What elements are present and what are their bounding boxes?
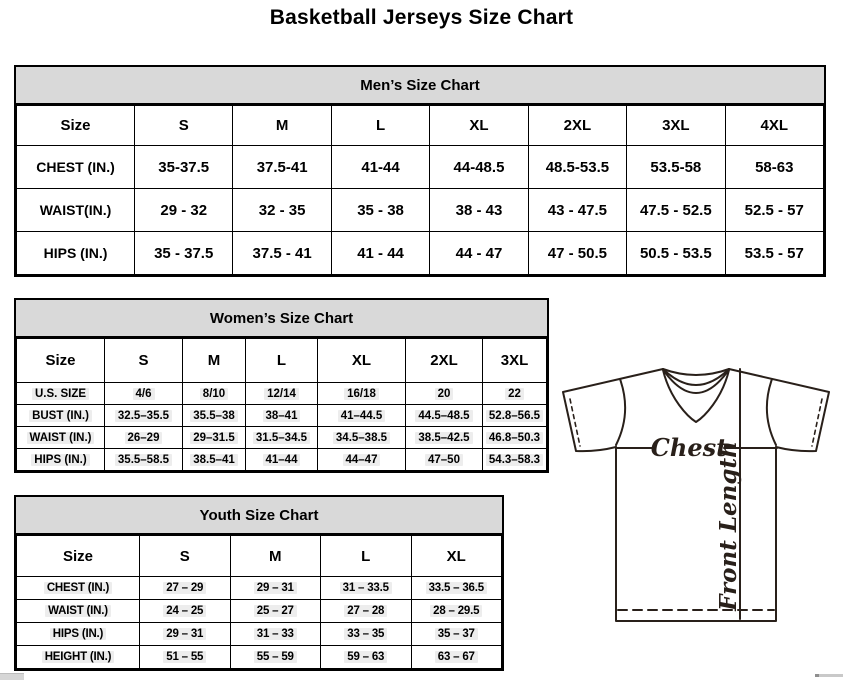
- table-cell: [411, 600, 502, 623]
- table-cell: [321, 623, 412, 646]
- table-row: [17, 577, 502, 600]
- column-header: L: [331, 106, 429, 146]
- cell-value: 41–44.5: [338, 410, 386, 422]
- cell-value: 34.5–38.5: [333, 432, 390, 444]
- jersey-right-armhole-seam: [767, 379, 776, 445]
- cell-value: 44 - 47: [455, 244, 503, 262]
- cell-value: 38 - 43: [455, 201, 503, 219]
- table-cell: [105, 427, 183, 449]
- column-header: 2XL: [406, 339, 483, 383]
- column-header: XL: [411, 536, 502, 577]
- youth-size-table: [16, 535, 502, 669]
- column-header: M: [230, 536, 321, 577]
- row-label: [17, 189, 135, 232]
- table-cell: [406, 405, 483, 427]
- cell-value: 26–29: [125, 432, 163, 444]
- table-cell: [411, 646, 502, 669]
- cell-value: 48.5-53.5: [545, 158, 610, 176]
- jersey-measurement-diagram: [550, 358, 842, 628]
- table-cell: [627, 146, 725, 189]
- column-header: L: [321, 536, 412, 577]
- table-cell: [140, 623, 231, 646]
- table-cell: [183, 405, 246, 427]
- jersey-collar-top: [663, 369, 729, 375]
- cell-value: 35 – 37: [435, 628, 478, 640]
- table-cell: [528, 146, 626, 189]
- table-cell: [528, 189, 626, 232]
- column-header: S: [140, 536, 231, 577]
- table-cell: [140, 646, 231, 669]
- table-row: [17, 232, 824, 275]
- table-cell: [318, 405, 406, 427]
- table-cell: [135, 232, 233, 275]
- row-label-text: WAIST (IN.): [45, 605, 111, 617]
- table-cell: [725, 232, 823, 275]
- table-cell: [140, 577, 231, 600]
- cell-value: 29 – 31: [163, 628, 206, 640]
- table-cell: [430, 189, 528, 232]
- cell-value: 29–31.5: [190, 432, 238, 444]
- cell-value: 37.5 - 41: [252, 244, 312, 262]
- cell-value: 29 – 31: [254, 582, 297, 594]
- row-label: [17, 623, 140, 646]
- table-row: [17, 600, 502, 623]
- cell-value: 12/14: [264, 388, 299, 400]
- table-cell: [105, 405, 183, 427]
- column-header: S: [105, 339, 183, 383]
- womens-size-table: [16, 338, 547, 471]
- cell-value: 35.5–58.5: [115, 454, 172, 466]
- cell-value: 29 - 32: [160, 201, 208, 219]
- table-cell: [406, 383, 483, 405]
- column-header: XL: [430, 106, 528, 146]
- mens-size-chart: [14, 65, 826, 277]
- cell-value: 41-44: [361, 158, 400, 176]
- row-label-text: CHEST (IN.): [36, 159, 115, 175]
- cell-value: 46.8–50.3: [486, 432, 543, 444]
- table-cell: [411, 623, 502, 646]
- cell-value: 27 – 28: [344, 605, 387, 617]
- page-title: Basketball Jerseys Size Chart: [269, 6, 574, 29]
- column-header-row: [17, 536, 502, 577]
- row-label: [17, 232, 135, 275]
- cell-value: 25 – 27: [254, 605, 297, 617]
- column-header: 4XL: [725, 106, 823, 146]
- table-cell: [183, 449, 246, 471]
- row-label-text: HEIGHT (IN.): [42, 651, 115, 663]
- cell-value: 37.5-41: [256, 158, 308, 176]
- cell-value: 22: [505, 388, 524, 400]
- table-cell: [246, 427, 318, 449]
- column-header: Size: [17, 536, 140, 577]
- cell-value: 52.5 - 57: [744, 201, 804, 219]
- cell-value: 58-63: [755, 158, 794, 176]
- table-cell: [230, 646, 321, 669]
- cell-value: 31 – 33.5: [340, 582, 392, 594]
- column-header: XL: [318, 339, 406, 383]
- table-row: [17, 646, 502, 669]
- row-label: [17, 427, 105, 449]
- table-cell: [183, 427, 246, 449]
- column-header-row: [17, 339, 547, 383]
- cell-value: 31.5–34.5: [253, 432, 310, 444]
- column-header-row: [17, 106, 824, 146]
- cell-value: 38–41: [263, 410, 301, 422]
- cell-value: 38.5–41: [190, 454, 238, 466]
- youth-size-chart: [14, 495, 504, 671]
- table-cell: [233, 189, 331, 232]
- cell-value: 41 - 44: [357, 244, 404, 262]
- table-row: [17, 427, 547, 449]
- table-cell: [528, 232, 626, 275]
- row-label-text: HIPS (IN.): [50, 628, 106, 640]
- table-cell: [230, 600, 321, 623]
- table-cell: [105, 449, 183, 471]
- cell-value: 47.5 - 52.5: [639, 201, 712, 219]
- table-row: [17, 383, 547, 405]
- cell-value: 50.5 - 53.5: [639, 244, 712, 262]
- row-label-text: U.S. SIZE: [32, 388, 89, 400]
- row-label: [17, 646, 140, 669]
- table-cell: [331, 232, 429, 275]
- table-cell: [483, 405, 547, 427]
- cell-value: 35-37.5: [158, 158, 210, 176]
- cell-value: 24 – 25: [163, 605, 206, 617]
- jersey-body: [616, 447, 776, 621]
- row-label: [17, 449, 105, 471]
- table-cell: [627, 232, 725, 275]
- row-label-text: HIPS (IN.): [31, 454, 89, 466]
- cell-value: 43 - 47.5: [547, 201, 607, 219]
- row-label-text: CHEST (IN.): [44, 582, 112, 594]
- table-cell: [411, 577, 502, 600]
- table-cell: [318, 427, 406, 449]
- table-cell: [135, 189, 233, 232]
- cell-value: 47 - 50.5: [547, 244, 607, 262]
- table-cell: [331, 146, 429, 189]
- column-header: S: [135, 106, 233, 146]
- row-label-text: BUST (IN.): [29, 410, 92, 422]
- cell-value: 41–44: [263, 454, 301, 466]
- table-cell: [430, 232, 528, 275]
- table-cell: [406, 449, 483, 471]
- cell-value: 54.3–58.3: [486, 454, 543, 466]
- youth-size-chart-title: Youth Size Chart: [16, 497, 502, 535]
- column-header: 3XL: [483, 339, 547, 383]
- womens-size-chart: [14, 298, 549, 473]
- cell-value: 52.8–56.5: [486, 410, 543, 422]
- row-label: [17, 146, 135, 189]
- cell-value: 35 - 37.5: [154, 244, 214, 262]
- table-cell: [233, 232, 331, 275]
- table-cell: [246, 383, 318, 405]
- column-header: Size: [17, 106, 135, 146]
- column-header: Size: [17, 339, 105, 383]
- table-cell: [725, 189, 823, 232]
- mens-size-chart-title: Men’s Size Chart: [16, 67, 824, 105]
- row-label: [17, 600, 140, 623]
- table-row: [17, 405, 547, 427]
- cell-value: 33 – 35: [344, 628, 387, 640]
- table-cell: [483, 449, 547, 471]
- column-header: M: [233, 106, 331, 146]
- cell-value: 35 - 38: [357, 201, 404, 219]
- horizontal-scrollbar-track[interactable]: [815, 674, 843, 677]
- table-row: [17, 623, 502, 646]
- table-row: [17, 449, 547, 471]
- table-cell: [230, 623, 321, 646]
- row-label: [17, 405, 105, 427]
- cell-value: 59 – 63: [344, 651, 387, 663]
- table-cell: [321, 600, 412, 623]
- cell-value: 20: [435, 388, 454, 400]
- jersey-left-cuff-dashes: [570, 399, 580, 446]
- womens-size-chart-title: Women’s Size Chart: [16, 300, 547, 338]
- column-header: M: [183, 339, 246, 383]
- cell-value: 53.5 - 57: [744, 244, 804, 262]
- table-cell: [627, 189, 725, 232]
- jersey-outline: [563, 369, 829, 621]
- cell-value: 63 – 67: [435, 651, 478, 663]
- row-label-text: WAIST (IN.): [27, 432, 95, 444]
- table-row: [17, 189, 824, 232]
- table-cell: [406, 427, 483, 449]
- cell-value: 16/18: [344, 388, 379, 400]
- row-label-text: HIPS (IN.): [43, 245, 108, 261]
- jersey-left-armhole-seam: [616, 379, 625, 445]
- mens-size-table: [16, 105, 824, 275]
- cell-value: 44–47: [343, 454, 381, 466]
- table-cell: [725, 146, 823, 189]
- cell-value: 47–50: [425, 454, 463, 466]
- table-cell: [318, 383, 406, 405]
- column-header: L: [246, 339, 318, 383]
- cell-value: 44.5–48.5: [415, 410, 472, 422]
- cell-value: 44-48.5: [453, 158, 505, 176]
- cell-value: 8/10: [200, 388, 228, 400]
- table-cell: [483, 427, 547, 449]
- cell-value: 27 – 29: [163, 582, 206, 594]
- row-label: [17, 383, 105, 405]
- table-cell: [321, 577, 412, 600]
- table-cell: [331, 189, 429, 232]
- table-cell: [321, 646, 412, 669]
- horizontal-scrollbar-track-cap: [815, 674, 819, 677]
- cell-value: 35.5–38: [190, 410, 238, 422]
- row-label-text: WAIST(IN.): [39, 202, 112, 218]
- table-cell: [246, 405, 318, 427]
- table-row: [17, 146, 824, 189]
- cell-value: 32.5–35.5: [115, 410, 172, 422]
- table-cell: [140, 600, 231, 623]
- table-cell: [135, 146, 233, 189]
- cell-value: 31 – 33: [254, 628, 297, 640]
- cell-value: 4/6: [133, 388, 155, 400]
- cell-value: 32 - 35: [258, 201, 306, 219]
- cell-value: 55 – 59: [254, 651, 297, 663]
- table-cell: [246, 449, 318, 471]
- table-cell: [483, 383, 547, 405]
- column-header: 3XL: [627, 106, 725, 146]
- front-length-label: Front Length: [715, 441, 742, 611]
- table-cell: [183, 383, 246, 405]
- table-cell: [430, 146, 528, 189]
- cell-value: 28 – 29.5: [430, 605, 482, 617]
- table-cell: [233, 146, 331, 189]
- cell-value: 53.5-58: [650, 158, 702, 176]
- chest-label: Chest: [650, 433, 728, 462]
- cell-value: 33.5 – 36.5: [426, 582, 487, 594]
- cell-value: 51 – 55: [163, 651, 206, 663]
- cell-value: 38.5–42.5: [415, 432, 472, 444]
- row-label: [17, 577, 140, 600]
- column-header: 2XL: [528, 106, 626, 146]
- table-cell: [318, 449, 406, 471]
- table-cell: [230, 577, 321, 600]
- jersey-right-cuff-dashes: [812, 399, 822, 446]
- table-cell: [105, 383, 183, 405]
